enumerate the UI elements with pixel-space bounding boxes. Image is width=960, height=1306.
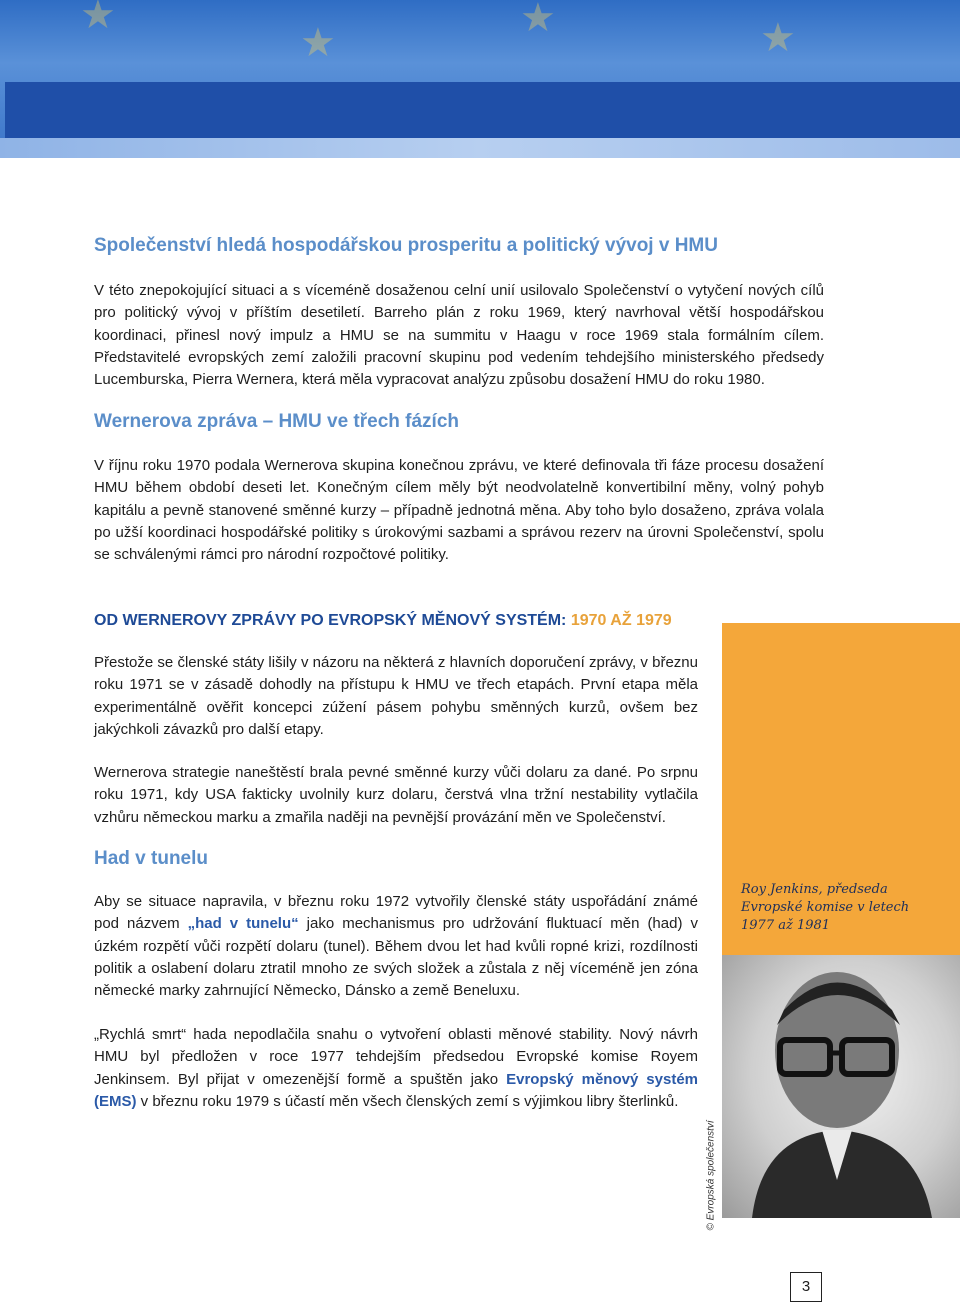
emphasis-ems-term: Evropský měnový systém (EMS): [94, 1070, 699, 1110]
section-title-text: OD WERNEROVY ZPRÁVY PO EVROPSKÝ MĚNOVÝ SYSTÉM:: [94, 612, 567, 629]
section-heading-prosperity: Společenství hledá hospodářskou prosperitu a politický vývoj v HMU: [94, 235, 718, 256]
paragraph-snake-2: [94, 1024, 698, 1113]
banner-band: [5, 82, 960, 138]
section-title-ems: [94, 612, 672, 630]
star-decoration-icon: ★: [300, 21, 336, 65]
paragraph-werner-report: V říjnu roku 1970 podala Wernerova skupina konečnou zprávu, ve které definovala tři fáze procesu dosažení HMU během období deseti let. Konečným cílem měly být neodvolatelně konvertibilní měny, volný pohyb kapitálu a pevně stanovené směnné kurzy – případně jednotná měna. Aby toho bylo dosaženo, zpráva volala po užší koordinaci hospodářské politiky s úrokovými sazbami a správou rezerv na úrovni Společenství, spolu se schválenými rámci pro národní rozpočtové politiky.: [94, 457, 824, 564]
star-decoration-icon: ★: [80, 0, 116, 37]
section-heading-snake: Had v tunelu: [94, 848, 209, 869]
section-title-years: 1970 AŽ 1979: [570, 612, 672, 629]
text-run: Aby se situace napravila, v březnu roku 1972 vytvořily členské státy uspořádání známé pod názvem: [94, 893, 698, 933]
photo-credit: © Evropská společenství: [705, 1120, 717, 1231]
portrait-illustration-icon: [722, 955, 960, 1218]
paragraph-ems-1: Přestože se členské státy lišily v názoru na některá z hlavních doporučení zprávy, v březnu roku 1971 se v zásadě dohodly na přístupu k HMU ve třech etapách. První etapa měla experimentálně ověřit koncepci zúžení pásem pohybu směnných kurzů, ovšem bez jakýchkoli závazků pro další etapy.: [94, 654, 698, 738]
emphasis-snake-term: „had v tunelu“: [187, 915, 299, 933]
photo-caption: Roy Jenkins, předseda Evropské komise v letech 1977 až 1981: [741, 882, 910, 933]
header-banner: [0, 0, 960, 158]
banner-strip: [0, 138, 960, 158]
paragraph-prosperity: V této znepokojující situaci a s víceméně dosaženou celní unií usilovalo Společenství o vytyčení nových cílů pro politický vývoj v příštím desetiletí. Barreho plán z roku 1969, který navrhoval větší hospodářskou koordinaci, přinesl nový impulz a HMU se na summitu v Haagu v roce 1969 stala formálním cílem. Představitelé evropských zemí založili pracovní skupinu pod vedením tehdejšího ministerského předsedy Lucemburska, Pierra Wernera, která měla vypracovat analýzu způsobu dosažení HMU do roku 1980.: [94, 282, 824, 389]
portrait-photo: [722, 955, 960, 1218]
text-run: v březnu roku 1979 s účastí měn všech členských zemí s výjimkou libry šterlinků.: [136, 1092, 679, 1110]
page-number: 3: [790, 1272, 822, 1302]
star-decoration-icon: ★: [760, 16, 796, 60]
text-run: jako mechanismus pro udržování fluktuací měn (had) v úzkém rozpětí vůči rozpětí dolaru (tunel). Během dvou let had kvůli ropné krizi, rozdílnosti politik a oslabení dolaru ztratil mnoho ze svých složek a zůstala z něj víceméně jen zóna německé marky zahrnující Německo, Dánsko a země Beneluxu.: [94, 915, 698, 1000]
paragraph-snake-1: [94, 891, 698, 1002]
section-heading-werner-report: Wernerova zpráva – HMU ve třech fázích: [94, 411, 460, 432]
star-decoration-icon: ★: [520, 0, 556, 40]
text-run: „Rychlá smrt“ hada nepodlačila snahu o vytvoření oblasti měnové stability. Nový návrh HMU byl předložen v roce 1977 tehdejším předsedou Evropské komise Royem Jenkinsem. Byl přijat v omezenější formě a spuštěn jako: [94, 1026, 698, 1088]
paragraph-ems-2: Wernerova strategie naneštěstí brala pevné směnné kurzy vůči dolaru za dané. Po srpnu roku 1971, kdy USA fakticky uvolnily kurz dolaru, čerstvá vlna tržní nestability vytlačila vzhůru německou marku a zmařila naději na pevnější provázání měn ve Společenství.: [94, 764, 698, 826]
